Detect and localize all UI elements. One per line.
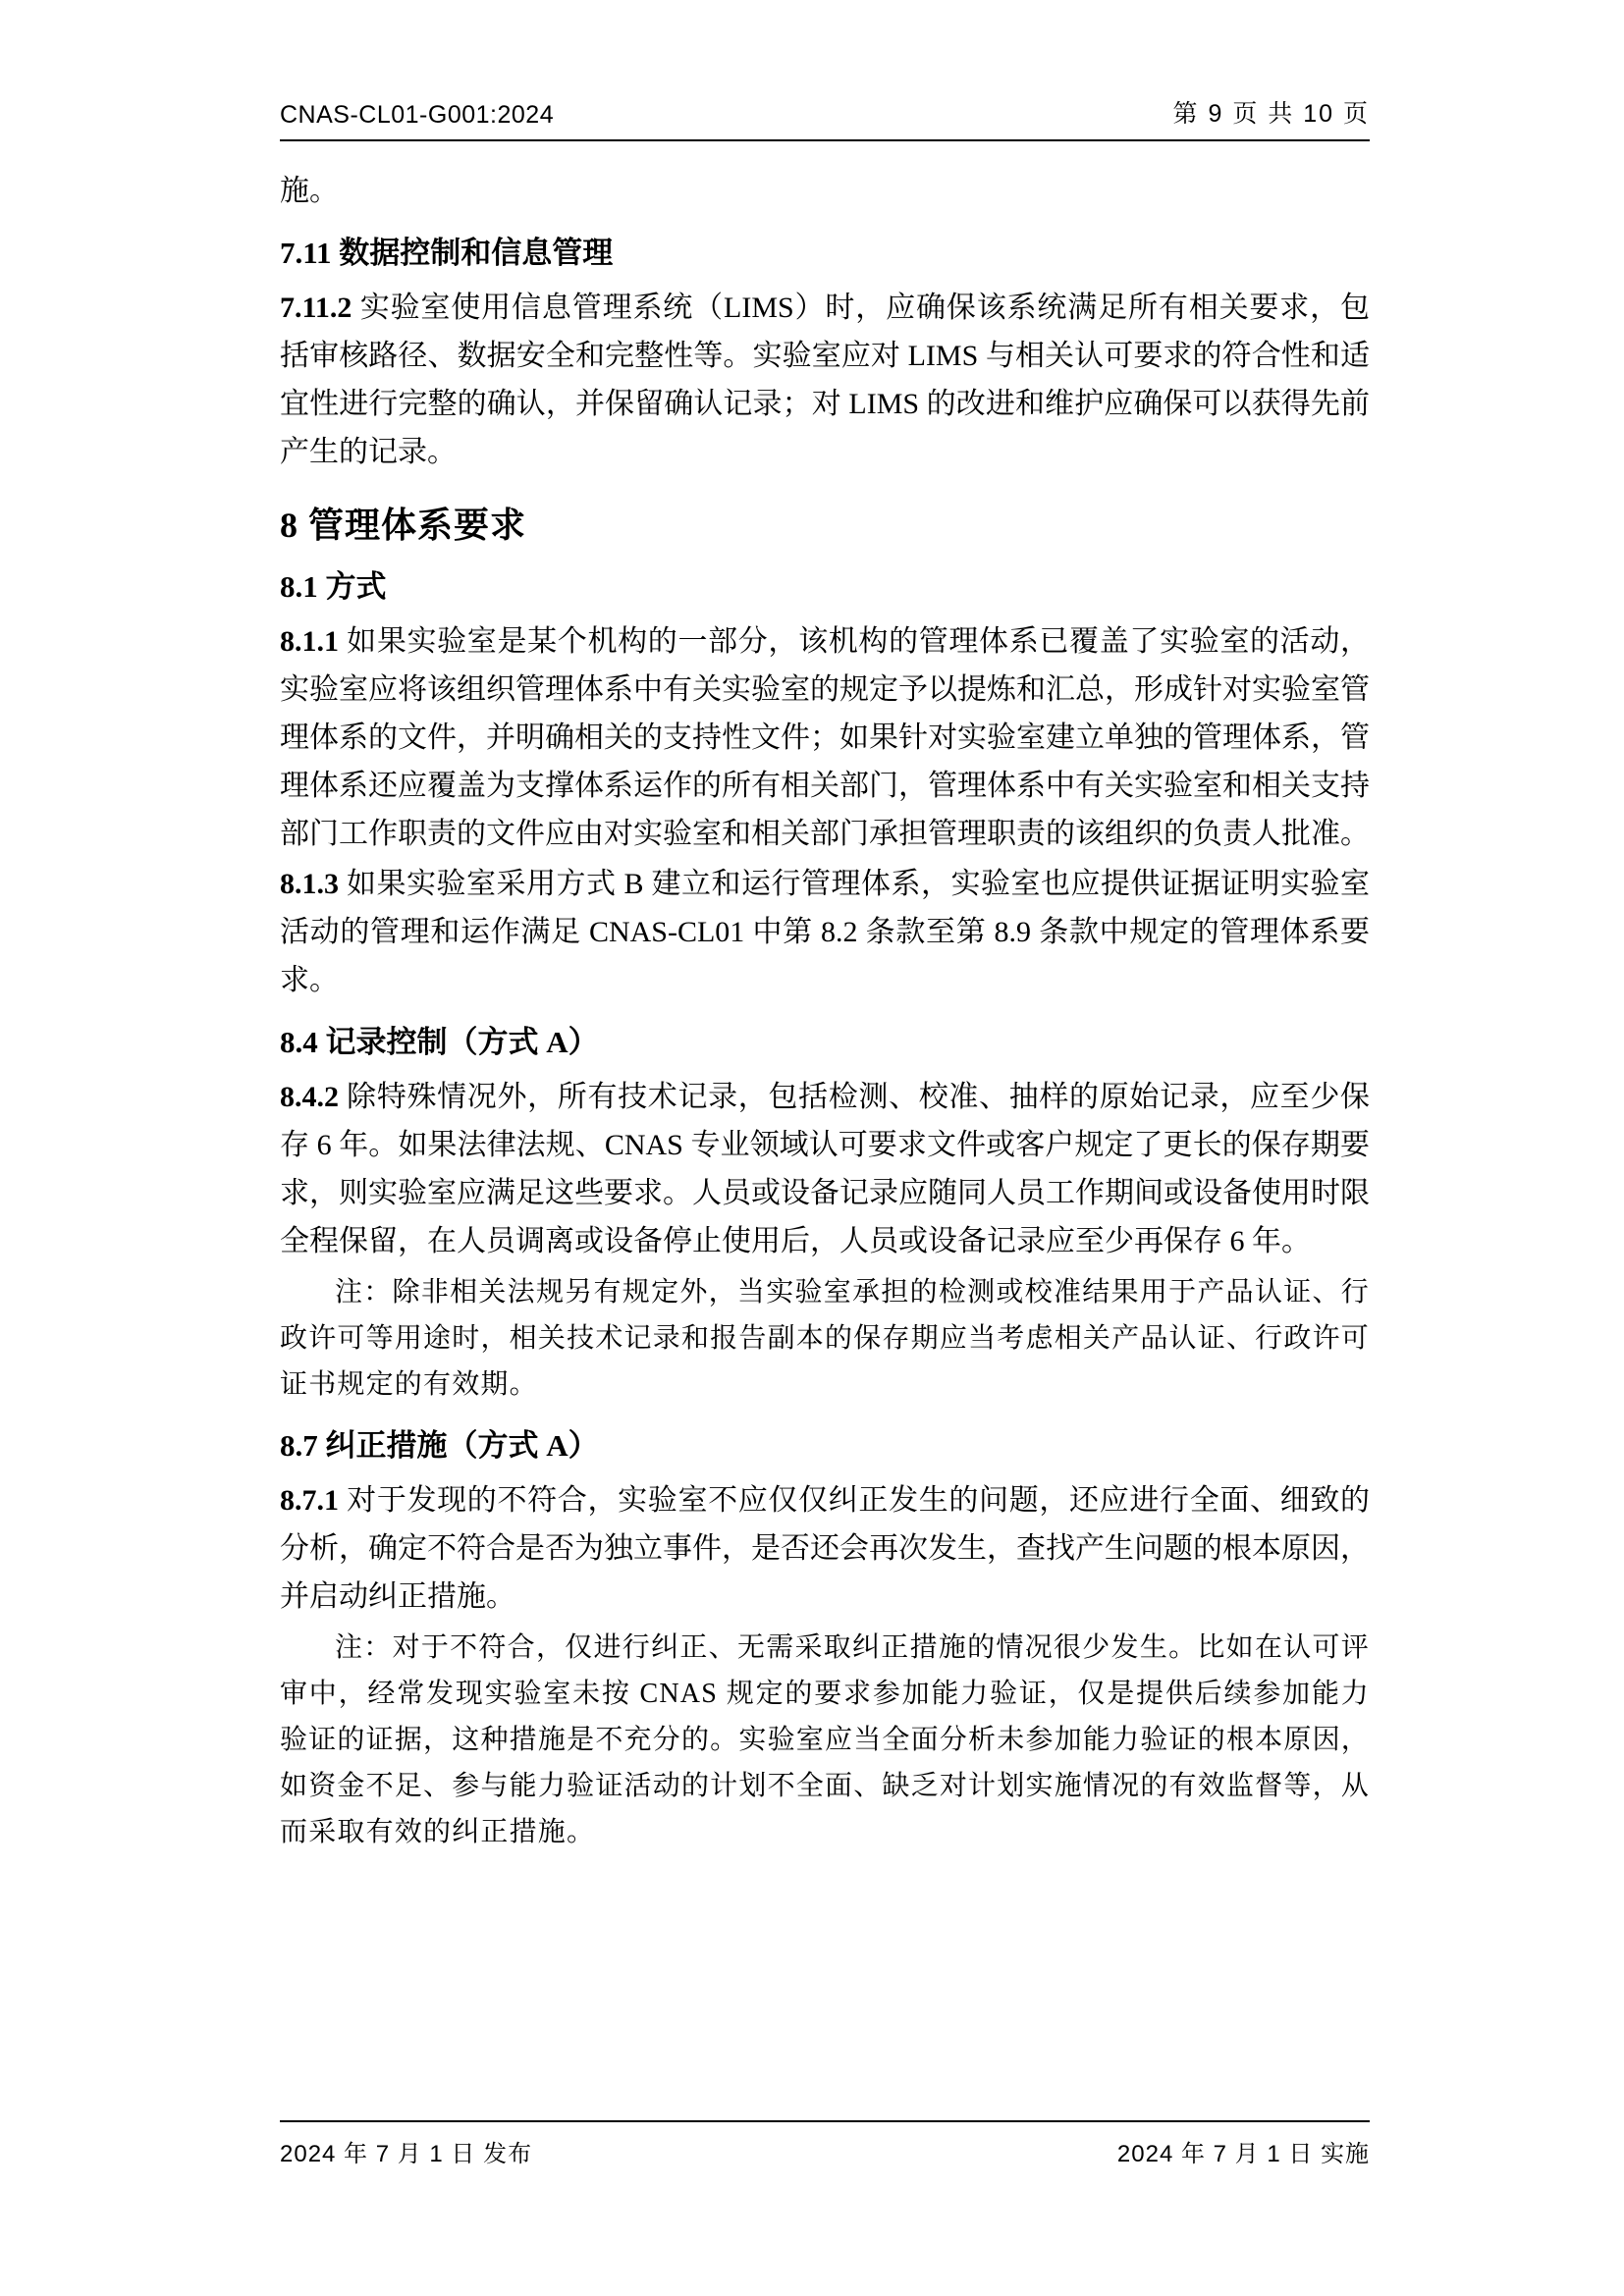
footer-effective-date: 2024 年 7 月 1 日 实施 [1116,2141,1370,2167]
heading-8-4: 8.4 记录控制（方式 A） [280,1025,599,1059]
clause-number-8-7-1: 8.7.1 [280,1484,339,1517]
heading-8: 8 管理体系要求 [280,506,527,545]
header-page-number: 第 9 页 共 10 页 [1172,100,1370,128]
clause-text-8-1-1: 如果实验室是某个机构的一部分，该机构的管理体系已覆盖了实验室的活动，实验室应将该组织管理体系中有关实验室的规定予以提炼和汇总，形成针对实验室管理体系的文件，并明确相关的支持性文件；如果针对实验室建立单独的管理体系，管理体系还应覆盖为支撑体系运作的所有相关部门，管理体系中有关实验室和相关支持部门工作职责的文件应由对实验室和相关部门承担管理职责的该组织的负责人批准。 [280,625,1370,850]
paragraph-8-4-2 [280,1073,1370,1265]
heading-7-11: 7.11 数据控制和信息管理 [280,236,614,270]
paragraph-7-11-2 [280,284,1370,476]
note-8-4-2: 注：除非相关法规另有规定外，当实验室承担的检测或校准结果用于产品认证、行政许可等用途时，相关技术记录和报告副本的保存期应当考虑相关产品认证、行政许可证书规定的有效期。 [280,1277,1370,1400]
header-doc-code: CNAS-CL01-G001:2024 [280,101,555,129]
note-8-7-1: 注：对于不符合，仅进行纠正、无需采取纠正措施的情况很少发生。比如在认可评审中，经常发现实验室未按 CNAS 规定的要求参加能力验证，仅是提供后续参加能力验证的证据，这种措施是不充分的。实验室应当全面分析未参加能力验证的根本原因，如资金不足、参与能力验证活动的计划不全面、缺乏对计划实施情况的有效监督等，从而采取有效的纠正措施。 [280,1632,1370,1847]
clause-text-8-1-3: 如果实验室采用方式 B 建立和运行管理体系，实验室也应提供证据证明实验室活动的管理和运作满足 CNAS-CL01 中第 8.2 条款至第 8.9 条款中规定的管理体系要求。 [280,868,1370,996]
clause-text-8-4-2: 除特殊情况外，所有技术记录，包括检测、校准、抽样的原始记录，应至少保存 6 年。如果法律法规、CNAS 专业领域认可要求文件或客户规定了更长的保存期要求，则实验室应满足这些要求。人员或设备记录应随同人员工作期间或设备使用时限全程保留，在人员调离或设备停止使用后，人员或设备记录应至少再保存 6 年。 [280,1081,1370,1257]
page-header [280,94,1370,141]
clause-text-8-7-1: 对于发现的不符合，实验室不应仅仅纠正发生的问题，还应进行全面、细致的分析，确定不符合是否为独立事件，是否还会再次发生，查找产生问题的根本原因，并启动纠正措施。 [280,1484,1370,1613]
paragraph-8-7-1 [280,1476,1370,1621]
heading-8-7: 8.7 纠正措施（方式 A） [280,1428,599,1463]
heading-8-1: 8.1 方式 [280,569,387,604]
paragraph-8-1-1 [280,617,1370,858]
clause-text-7-11-2: 实验室使用信息管理系统（LIMS）时，应确保该系统满足所有相关要求，包括审核路径、数据安全和完整性等。实验室应对 LIMS 与相关认可要求的符合性和适宜性进行完整的确认，并保留确认记录；对 LIMS 的改进和维护应确保可以获得先前产生的记录。 [280,292,1370,468]
page-footer [280,2120,1370,2168]
page-content [280,94,1370,1857]
clause-number-8-1-3: 8.1.3 [280,868,339,900]
footer-issue-date: 2024 年 7 月 1 日 发布 [280,2141,533,2167]
clause-number-8-4-2: 8.4.2 [280,1081,339,1113]
clause-number-7-11-2: 7.11.2 [280,292,352,324]
document-body [280,141,1370,1855]
paragraph-carryover: 施。 [280,175,339,207]
paragraph-8-1-3 [280,860,1370,1004]
clause-number-8-1-1: 8.1.1 [280,625,339,658]
